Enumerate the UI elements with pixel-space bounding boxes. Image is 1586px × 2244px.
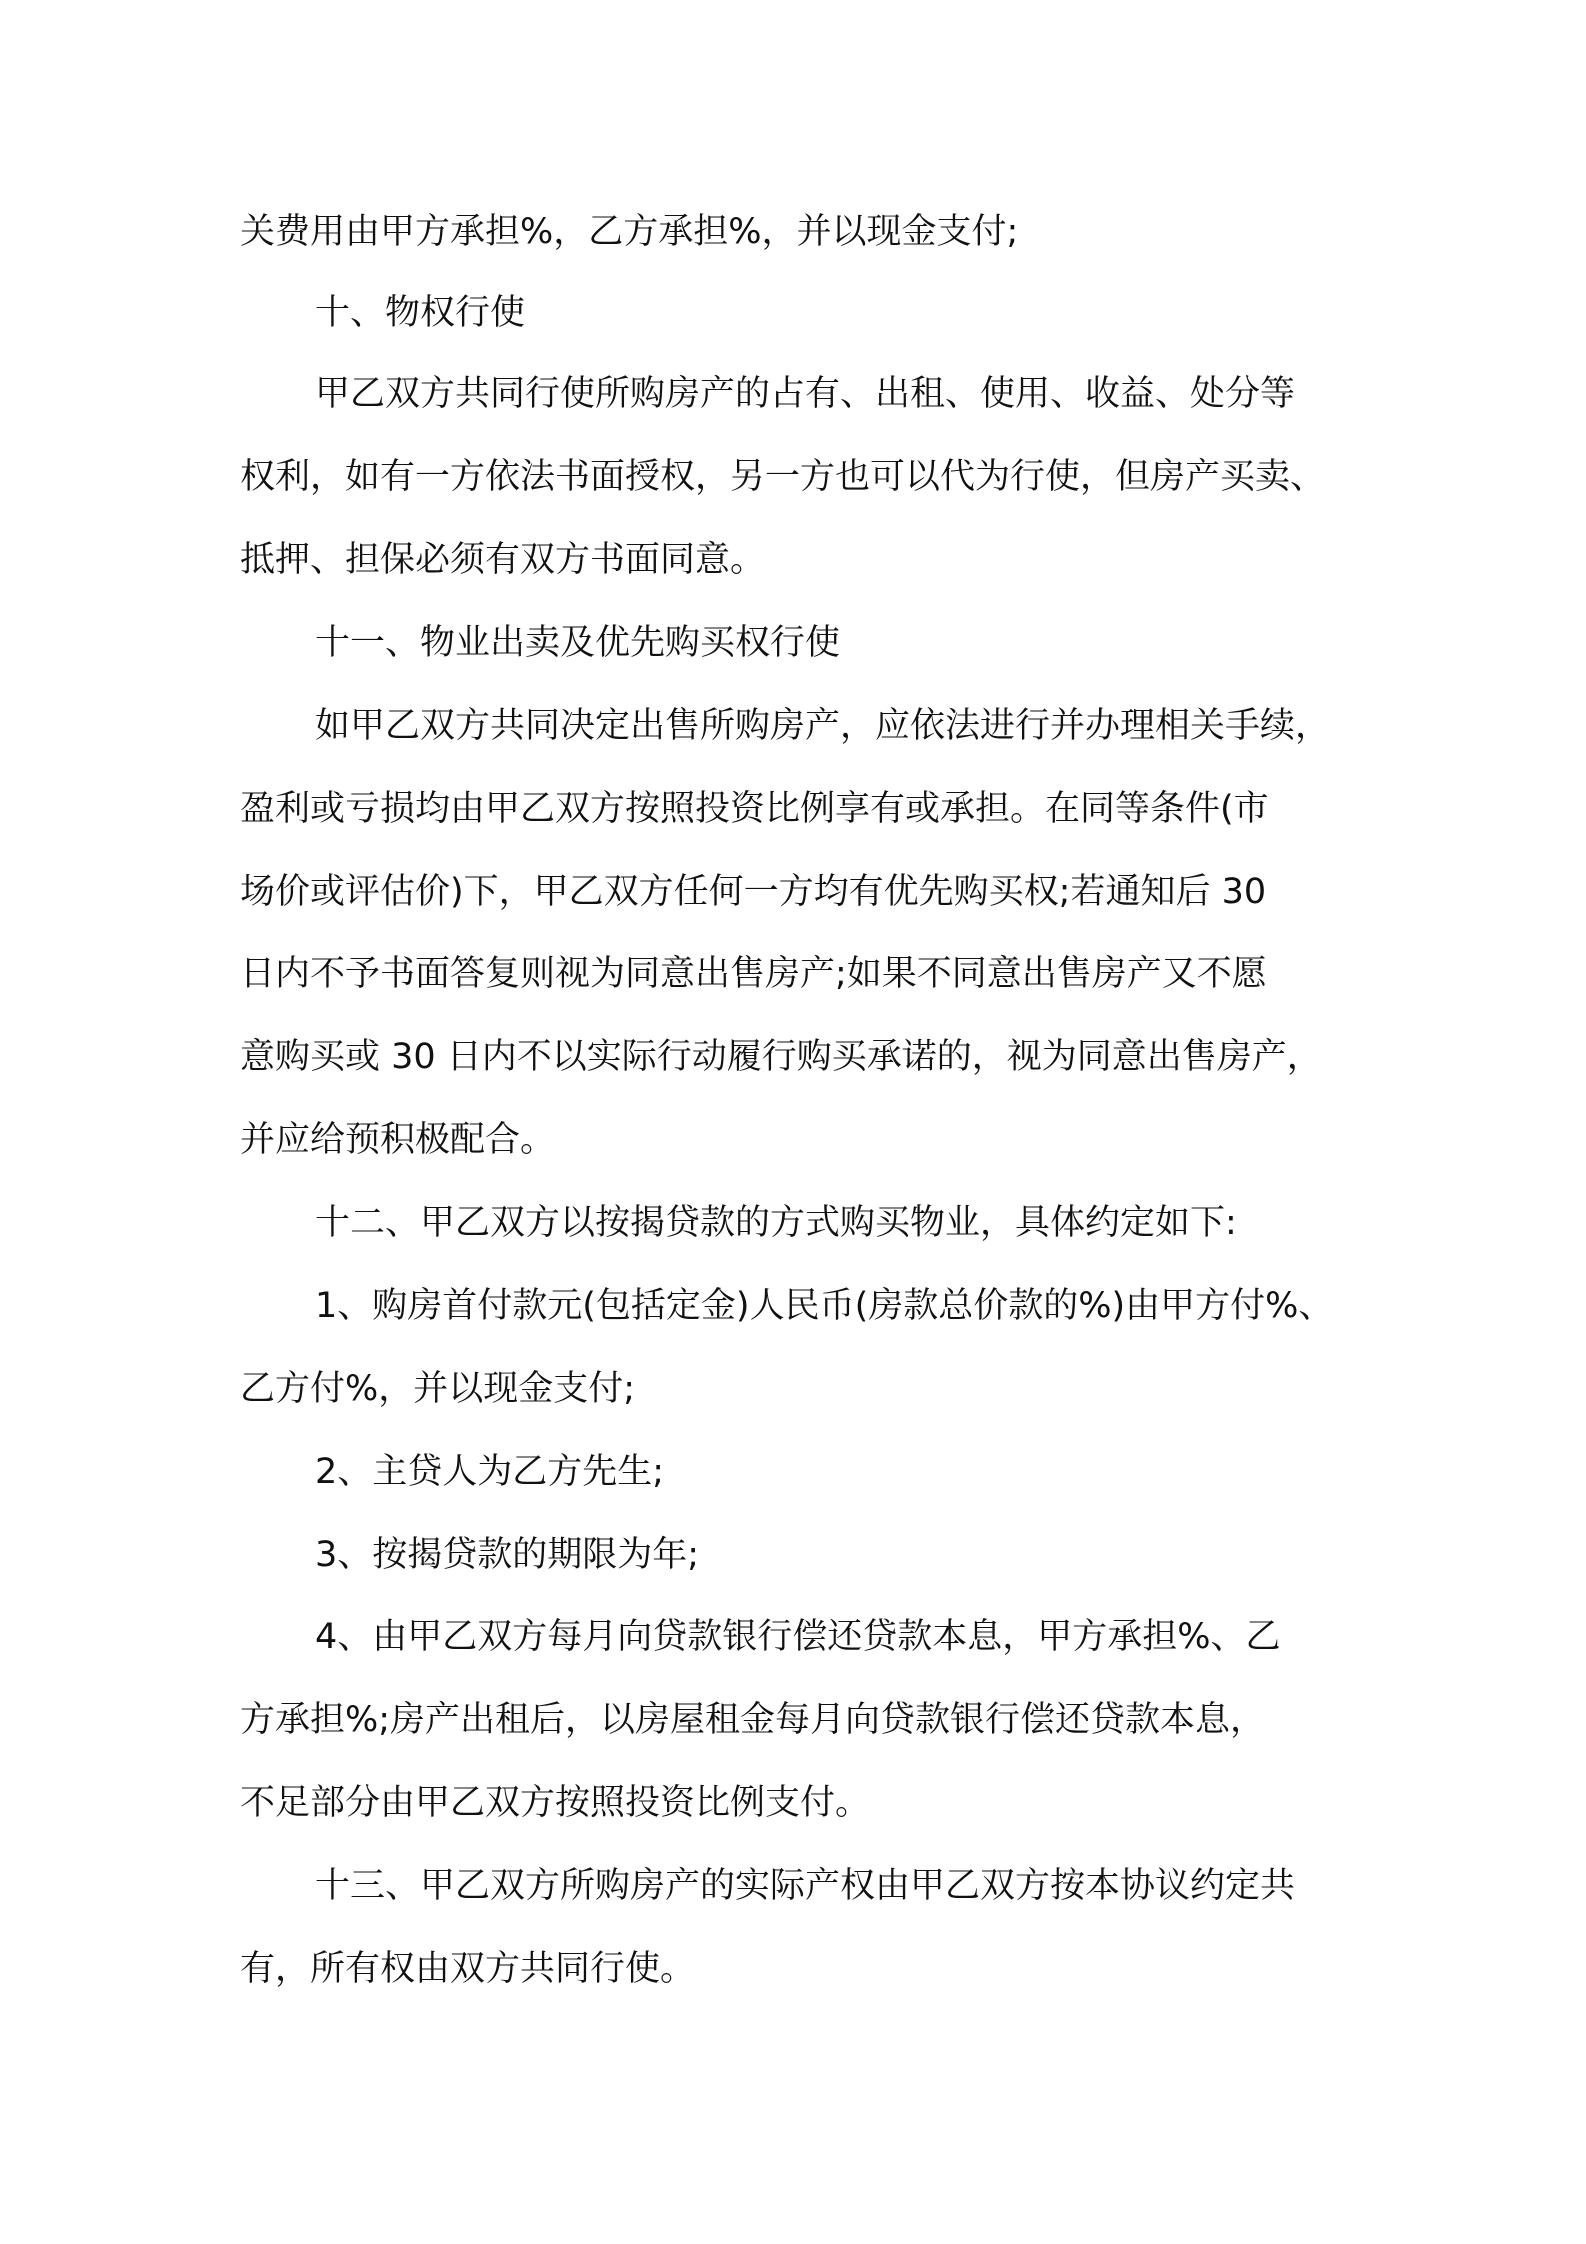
text-line: 甲乙双方共同行使所购房产的占有、出租、使用、收益、处分等 [315,374,1296,414]
text-line: 权利，如有一方依法书面授权，另一方也可以代为行使，但房产买卖、 [240,457,1326,497]
list-item-3: 3、按揭贷款的期限为年; [315,1535,700,1575]
text-line: 方承担%;房产出租后，以房屋租金每月向贷款银行偿还贷款本息， [240,1700,1266,1740]
list-item-1: 1、购房首付款元(包括定金)人民币(房款总价款的%)由甲方付%、 [315,1286,1334,1326]
text-line: 有，所有权由双方共同行使。 [240,1949,696,1989]
list-item-2: 2、主贷人为乙方先生; [315,1452,665,1492]
text-line: 如甲乙双方共同决定出售所购房产，应依法进行并办理相关手续， [315,706,1331,746]
text-line: 抵押、担保必须有双方书面同意。 [240,540,766,580]
list-item-4: 4、由甲乙双方每月向贷款银行偿还贷款本息，甲方承担%、乙 [315,1617,1281,1657]
text-line: 不足部分由甲乙双方按照投资比例支付。 [240,1783,871,1823]
text-line: 意购买或 30 日内不以实际行动履行购买承诺的，视为同意出售房产， [240,1037,1322,1077]
text-line: 盈利或亏损均由甲乙双方按照投资比例享有或承担。在同等条件(市 [240,789,1269,829]
text-line: 场价或评估价)下，甲乙双方任何一方均有优先购买权;若通知后 30 [240,872,1267,912]
text-line: 乙方付%，并以现金支付; [240,1369,636,1409]
text-line: 关费用由甲方承担%，乙方承担%，并以现金支付; [240,212,1019,252]
text-line: 并应给预积极配合。 [240,1120,556,1160]
section-heading-12: 十二、甲乙双方以按揭贷款的方式购买物业，具体约定如下: [315,1203,1237,1243]
text-line: 日内不予书面答复则视为同意出售房产;如果不同意出售房产又不愿 [240,954,1267,994]
section-heading-10: 十、物权行使 [315,293,526,333]
section-heading-13: 十三、甲乙双方所购房产的实际产权由甲乙双方按本协议约定共 [315,1866,1296,1906]
section-heading-11: 十一、物业出卖及优先购买权行使 [315,623,841,663]
